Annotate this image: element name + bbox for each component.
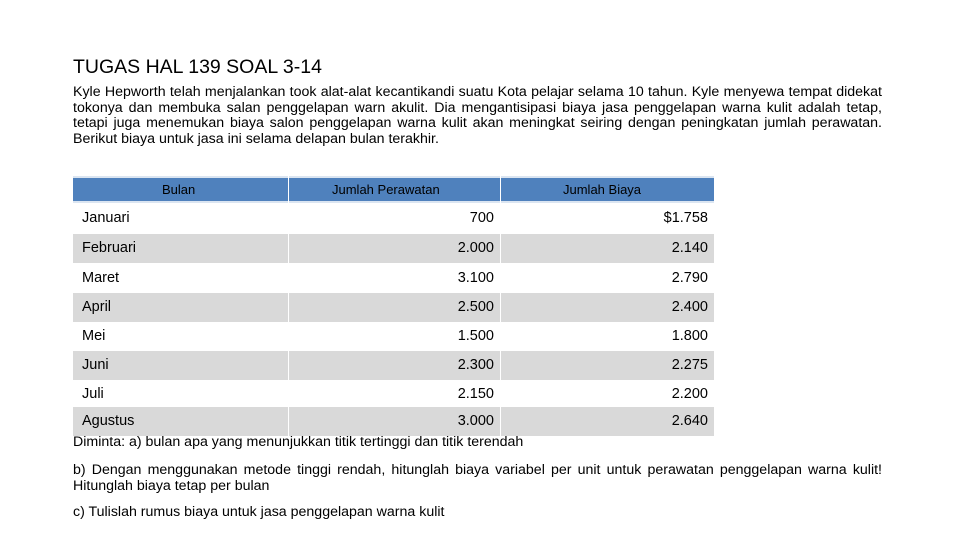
cell-perawatan: 2.000: [289, 234, 500, 263]
cell-biaya: 2.640: [501, 407, 714, 436]
column-header-bulan: Bulan: [73, 176, 288, 203]
table-row: [73, 204, 714, 233]
table-row: [73, 351, 714, 380]
cell-biaya: 2.200: [671, 386, 708, 402]
page-title: TUGAS HAL 139 SOAL 3-14: [73, 56, 322, 78]
cell-biaya: 1.800: [671, 328, 708, 344]
column-header-jumlah-biaya: Jumlah Biaya: [501, 176, 714, 203]
question-b: b) Dengan menggunakan metode tinggi rendah, hitunglah biaya variabel per unit untuk perawatan penggelapan warna kulit! Hitunglah biaya tetap per bulan: [73, 462, 882, 494]
cell-bulan: Juni: [73, 351, 288, 380]
cell-bulan: Juli: [82, 386, 104, 402]
table-row: [73, 380, 714, 409]
cell-perawatan: 3.100: [457, 270, 494, 286]
cell-bulan: Februari: [73, 234, 288, 263]
cell-perawatan: 2.500: [289, 293, 500, 322]
cell-perawatan: 2.150: [457, 386, 494, 402]
cell-perawatan: 700: [469, 210, 494, 226]
table-row: [73, 322, 714, 351]
cell-bulan: April: [73, 293, 288, 322]
table-row: [73, 234, 714, 263]
table-row: [73, 293, 714, 322]
intro-paragraph: Kyle Hepworth telah menjalankan took alat-alat kecantikandi suatu Kota pelajar selama 10 tahun. Kyle menyewa tempat didekat tokonya dan membuka salan penggelapan warn akulit. Dia mengantisipasi biaya jasa penggelapan warna kulit adalah tetap, tetapi juga menemukan biaya salon penggelapan warna kulit akan meningkat seiring dengan peningkatan jumlah perawatan. Berikut biaya untuk jasa ini selama delapan bulan terakhir.: [73, 84, 882, 147]
table-row: [73, 264, 714, 293]
cell-bulan: Januari: [82, 210, 130, 226]
table-row: [73, 407, 714, 436]
question-c: c) Tulislah rumus biaya untuk jasa penggelapan warna kulit: [73, 504, 445, 520]
cell-perawatan: 2.300: [289, 351, 500, 380]
cell-biaya: 2.275: [501, 351, 714, 380]
cell-bulan: Agustus: [73, 407, 288, 436]
cell-bulan: Maret: [82, 270, 120, 286]
column-header-jumlah-perawatan: Jumlah Perawatan: [289, 176, 500, 203]
cell-bulan: Mei: [82, 328, 106, 344]
cell-biaya: 2.790: [671, 270, 708, 286]
cell-biaya: 2.140: [501, 234, 714, 263]
cell-perawatan: 1.500: [457, 328, 494, 344]
cell-perawatan: 3.000: [289, 407, 500, 436]
cell-biaya: $1.758: [663, 210, 708, 226]
question-a: Diminta: a) bulan apa yang menunjukkan titik tertinggi dan titik terendah: [73, 434, 524, 450]
cell-biaya: 2.400: [501, 293, 714, 322]
